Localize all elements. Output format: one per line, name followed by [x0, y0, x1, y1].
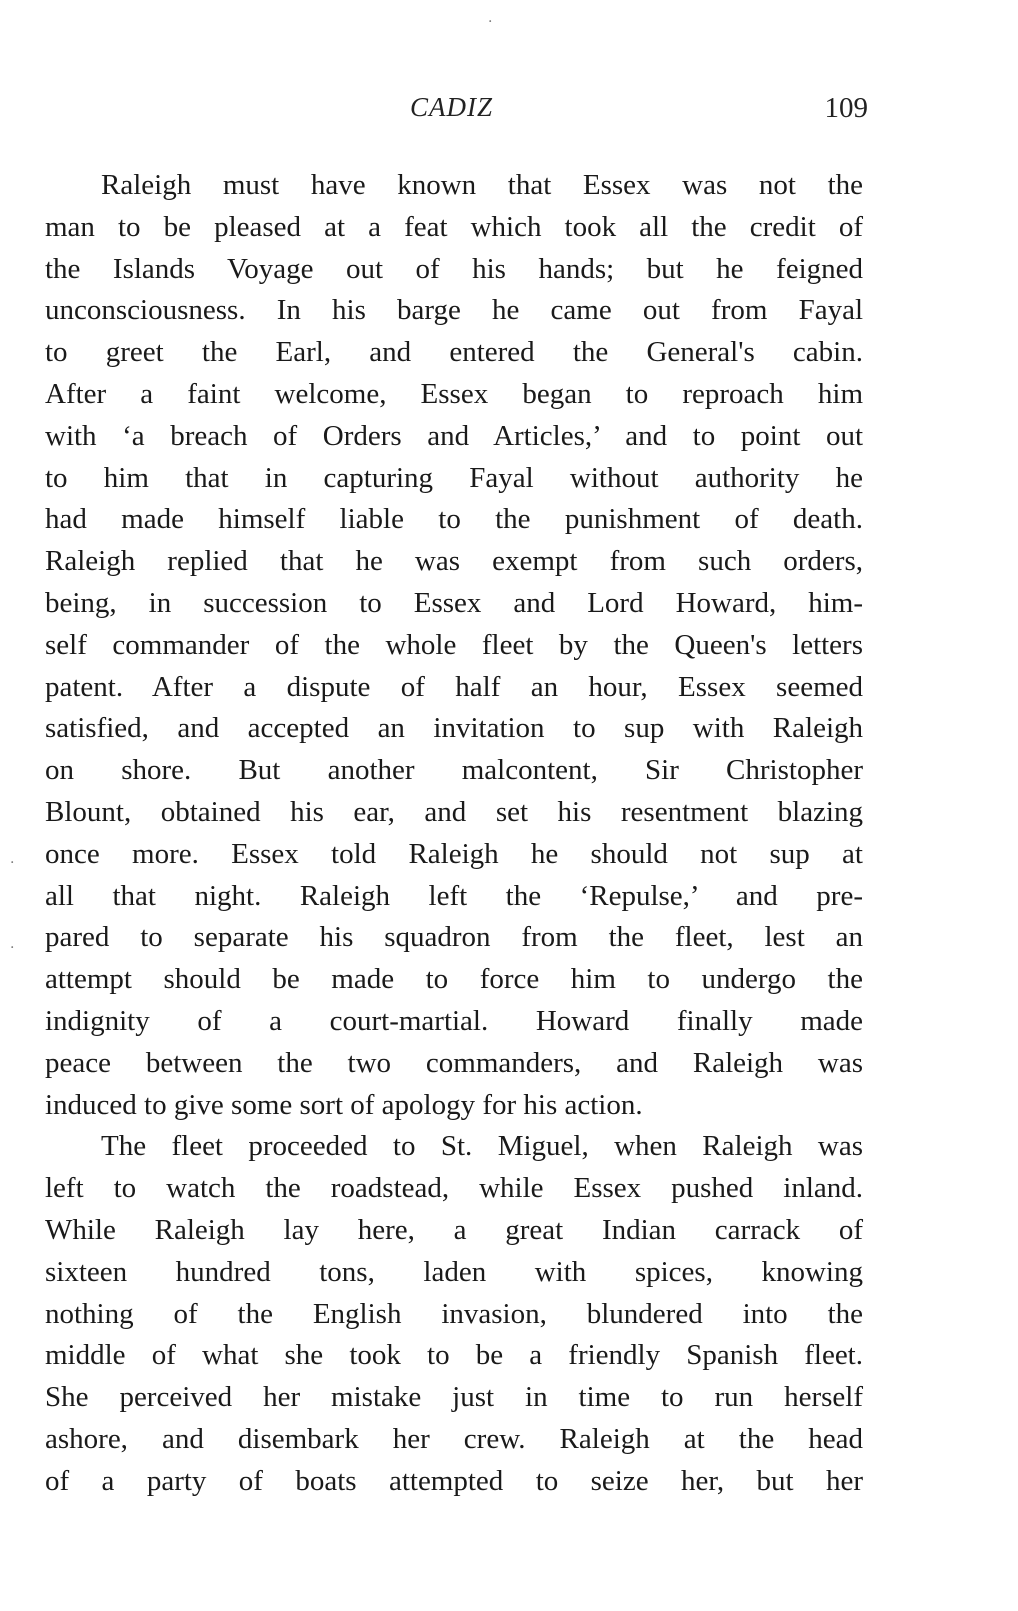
page-number: 109 [824, 92, 868, 124]
scan-speck: · [488, 14, 493, 30]
text-line: of a party of boats attempted to seize her, but her [45, 1464, 863, 1497]
paragraph-1 [45, 165, 863, 1126]
text-line: middle of what she took to be a friendly Spanish fleet. [45, 1339, 863, 1372]
text-line: with ‘a breach of Orders and Articles,’ and to point out [45, 419, 863, 452]
text-line: After a faint welcome, Essex began to reproach him [45, 377, 863, 410]
body-text [45, 165, 863, 1503]
text-line: being, in succession to Essex and Lord Howard, him- [45, 586, 863, 619]
text-line: on shore. But another malcontent, Sir Christopher [45, 754, 863, 787]
text-line: nothing of the English invasion, blundered into the [45, 1297, 863, 1330]
text-line: patent. After a dispute of half an hour, Essex seemed [45, 670, 863, 703]
text-line: She perceived her mistake just in time to run herself [45, 1381, 863, 1414]
text-line: indignity of a court-martial. Howard finally made [45, 1004, 863, 1037]
text-line: sixteen hundred tons, laden with spices, knowing [45, 1255, 863, 1288]
text-line: unconsciousness. In his barge he came out from Fayal [45, 294, 863, 327]
text-line: to him that in capturing Fayal without authority he [45, 461, 863, 494]
text-line: While Raleigh lay here, a great Indian carrack of [45, 1213, 863, 1246]
text-line: to greet the Earl, and entered the General's cabin. [45, 336, 863, 369]
text-line: satisfied, and accepted an invitation to sup with Raleigh [45, 712, 863, 745]
text-line: all that night. Raleigh left the ‘Repulse,’ and pre- [45, 879, 863, 912]
text-line: ashore, and disembark her crew. Raleigh at the head [45, 1422, 863, 1455]
text-line: had made himself liable to the punishment of death. [45, 503, 863, 536]
text-line: attempt should be made to force him to undergo the [45, 963, 863, 996]
scan-speck: · [10, 855, 15, 871]
running-title: CADIZ [410, 92, 494, 122]
paragraph-2 [45, 1126, 863, 1502]
text-line: the Islands Voyage out of his hands; but he feigned [45, 252, 863, 285]
text-line: Blount, obtained his ear, and set his resentment blazing [45, 795, 863, 828]
text-line: The fleet proceeded to St. Miguel, when Raleigh was [101, 1130, 863, 1163]
text-line: once more. Essex told Raleigh he should not sup at [45, 837, 863, 870]
text-line: Raleigh replied that he was exempt from such orders, [45, 545, 863, 578]
text-line: Raleigh must have known that Essex was not the [101, 169, 863, 201]
text-line: pared to separate his squadron from the fleet, lest an [45, 921, 863, 954]
text-line: left to watch the roadstead, while Essex pushed inland. [45, 1172, 863, 1205]
text-line: self commander of the whole fleet by the Queen's letters [45, 628, 863, 661]
text-line: induced to give some sort of apology for his action. [45, 1088, 643, 1121]
text-line: man to be pleased at a feat which took all the credit of [45, 210, 863, 243]
scan-speck: · [10, 940, 15, 956]
text-line: peace between the two commanders, and Raleigh was [45, 1046, 863, 1079]
